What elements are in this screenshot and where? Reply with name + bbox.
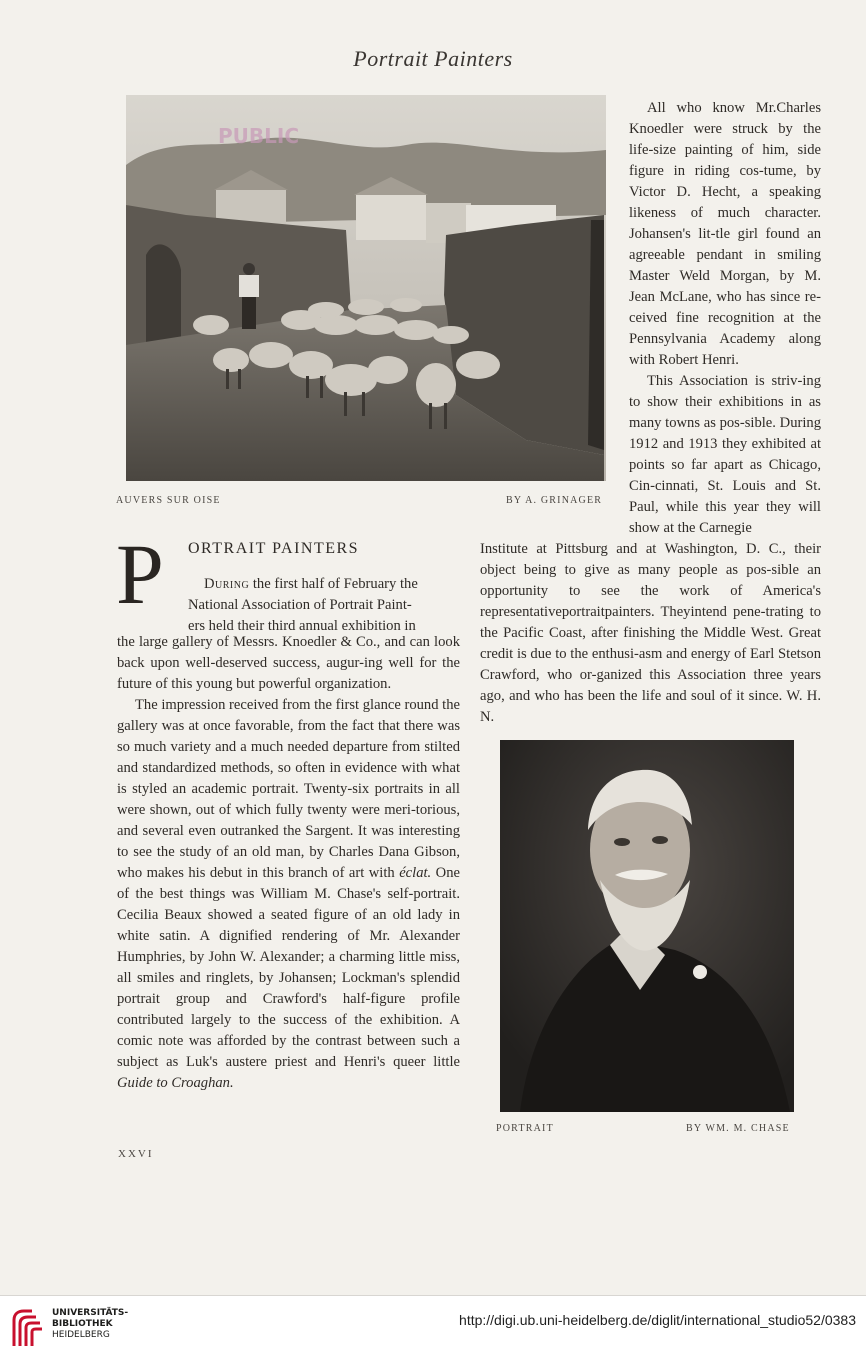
caption-title-top: AUVERS SUR OISE [116,495,221,506]
university-library-logo-icon[interactable] [10,1308,46,1348]
lead-word: During [204,576,250,592]
lead-line-2: National Association of Portrait Paint- [188,597,412,613]
drop-cap: P [116,526,164,622]
lead-line-1 [204,576,418,593]
library-name-line-1: UNIVERSITÄTS- [52,1308,129,1318]
right-column-upper [629,98,821,539]
page-number: XXVI [118,1148,154,1160]
paragraph-association: This Association is striv-ing to show their exhibitions in as many towns as pos-sible. During 1912 and 1913 they exhibited at points so far apart as Chicago, Cin-cinnati, St. Louis and St. Paul, while this year they will show at the Carnegie [629,373,821,536]
running-title: Portrait Painters [353,46,513,71]
left-column [117,632,460,1094]
impression-eclat: éclat. [399,865,432,881]
impression-guide-title: Guide to Croaghan. [117,1075,234,1091]
paragraph-opening: the large gallery of Messrs. Knoedler & Co., and can look back upon well-deserved success, augur-ing well for the future of this young but powerful organization. [117,634,460,692]
footer-bar [0,1295,866,1358]
permalink-url[interactable]: http://digi.ub.uni-heidelberg.de/diglit/international_studio52/0383 [459,1312,856,1328]
lead-line-1-text: the first half of February the [249,576,418,592]
library-stamp: PUBLIC [218,124,300,148]
caption-title-bottom: PORTRAIT [496,1123,554,1134]
paragraph-association-cont: Institute at Pittsburg and at Washington, D. C., their object being to give as many people as pos-sible an opportunity to see the work of America's representativeportraitpainters. Theyintend pene-trating to the Pacific Coast, after finishing the Middle West. Great credit is due to the enthusi-asm and energy of Earl Stetson Crawford, who or-ganized this Association three years ago, and who has been the life and soul of it since. W. H. N. [480,541,821,725]
sheep-village-painting-image [126,95,606,481]
impression-text-a: The impression received from the first glance round the gallery was at once favorable, from the fact that there was so much variety and a much needed departure from stilted and standardized methods, so often in evidence with what is styled an academic portrait. Twenty-six portraits in all were shown, out of which fully twenty were meri-torious, and several even outranked the Sargent. It was interesting to see the study of an old man, by Charles Dana Gibson, who makes his debut in this branch of art with [117,697,461,881]
paragraph-knoedler: All who know Mr.Charles Knoedler were struck by the life-size painting of him, side figure in riding cos-tume, by Victor D. Hecht, a speaking likeness of much character. Johansen's lit-tle girl found an agreeable pendant in smiling Master Weld Morgan, by M. Jean McLane, who has since re-ceived fine recognition at the Pennsylvania Academy along with Robert Henri. [629,100,821,368]
article-heading: ORTRAIT PAINTERS [188,540,360,557]
paragraph-impression [117,695,460,1094]
caption-artist-top: BY A. GRINAGER [506,495,603,506]
right-column-middle [480,539,821,728]
impression-text-b: One of the best things was William M. Chase's self-portrait. Cecilia Beaux showed a seated figure of an old lady in white satin. A dignified rendering of Mr. Alexander Humphries, by John W. Alexander; a charming little miss, all smiles and ringlets, by Johansen; Lockman's splendid portrait group and Crawford's half-figure profile contributed largely to the success of the exhibition. A comic note was afforded by the contrast between such a subject as Luk's austere priest and Henri's queer little [117,865,460,1070]
painting-portrait-chase [500,740,794,1112]
painting-auvers-sur-oise [126,95,606,481]
library-name-line-3: HEIDELBERG [52,1330,110,1340]
library-name-line-2: BIBLIOTHEK [52,1319,113,1329]
library-name [52,1308,128,1341]
caption-artist-bottom: BY WM. M. CHASE [686,1123,790,1134]
lead-line-3: ers held their third annual exhibition in [188,618,416,634]
portrait-painting-image [500,740,794,1112]
